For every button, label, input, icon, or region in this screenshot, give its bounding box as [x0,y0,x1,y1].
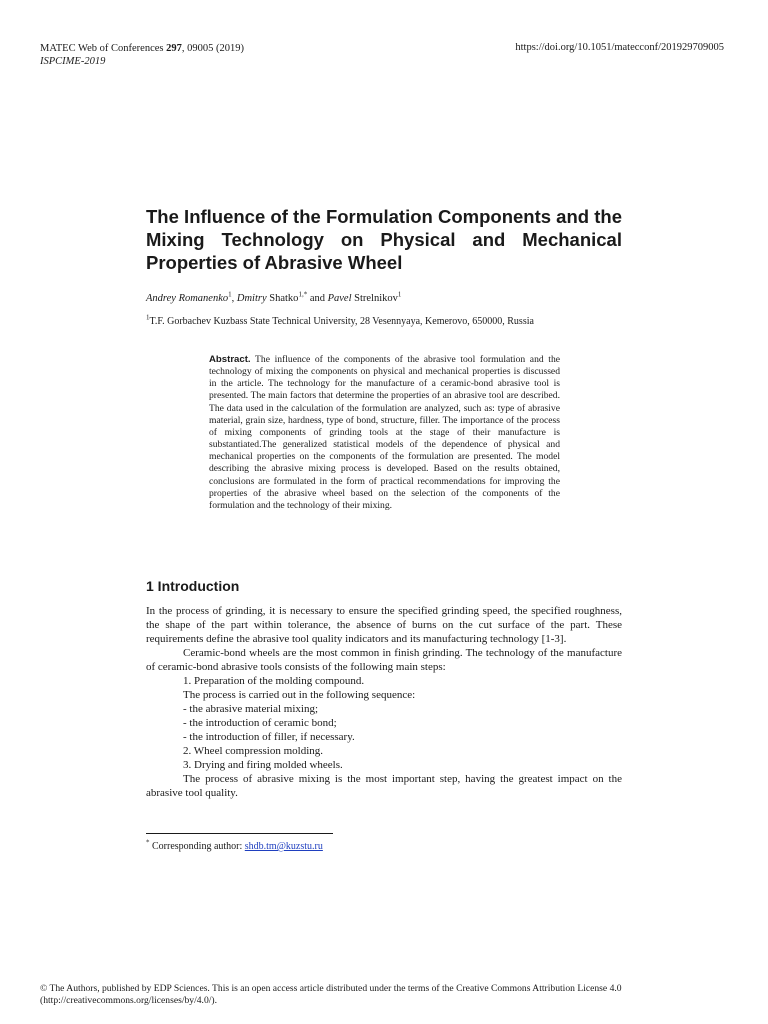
paper-title: The Influence of the Formulation Components and the Mixing Technology on Physical and Mechanical Properties of Abrasive Wheel [146,206,622,273]
email-link[interactable]: shdb.tm@kuzstu.ru [244,841,323,852]
list-item: 1. Preparation of the molding compound. [183,675,365,687]
list-item: 3. Drying and firing molded wheels. [183,759,343,771]
doi-link[interactable]: https://doi.org/10.1051/matecconf/201929709005 [515,42,724,53]
footnote: * Corresponding author: shdb.tm@kuzstu.ru [146,838,323,852]
abstract [209,354,560,512]
list-item: - the introduction of ceramic bond; [183,717,337,729]
affiliation: $^1$T.F. Gorbachev Kuzbass State Technical University, 28 Vesennyaya, Kemerovo, 650000, Russia [146,313,534,327]
running-header [40,42,244,68]
license-notice: © The Authors, published by EDP Sciences. This is an open access article distributed under the terms of the Creative Commons Attribution License 4.0 (http://creativecommons.org/licenses/by/4.0/). [40,983,622,1006]
abstract-text: The influence of the components of the abrasive tool formulation and the technology of mixing the components on physical and mechanical properties is discussed in the article. The technology for the manufacture of a ceramic-bond abrasive tool is presented. The main factors that determine the properties of an abrasive tool are described. The data used in the calculation of the formulation are analyzed, such as: type of abrasive material, grain size, hardness, type of bond, structure, filler. The importance of the process of mixing components of grinding tools at the stage of their manufacture is substantiated.The generalized statistical models of the dependence of physical and mechanical properties on the components of the formulation are presented. The model describing the abrasive mixing process is developed. Based on the results obtained, conclusions are formulated in the form of practical recommendations for improving the properties of the abrasive wheel based on the selection of the components of the formulation and the technology of their mixing. [209,354,560,511]
footnote-divider [146,833,333,834]
section-heading: 1 Introduction [146,578,240,594]
author-1: Andrey Romanenko$^1$ [146,290,232,304]
author-2: Dmitry Shatko$^{1,*}$ [236,290,308,304]
author-3: Pavel Strelnikov$^1$ [327,290,402,304]
conference-name: ISPCIME-2019 [40,56,106,67]
list-item: 2. Wheel compression molding. [183,745,324,757]
paragraph: In the process of grinding, it is necessary to ensure the specified grinding speed, the specified roughness, the shape of the part within tolerance, the absence of burns on the cut surface of the part. These requirements define the abrasive tool quality indicators and its manufacturing technology [1-3]. [146,605,622,645]
paragraph: Ceramic-bond wheels are the most common in finish grinding. The technology of the manufacture of ceramic-bond abrasive tools consists of the following main steps: [146,647,622,673]
volume-number: 297 [166,43,182,54]
paragraph: The process of abrasive mixing is the most important step, having the greatest impact on the abrasive tool quality. [146,773,622,799]
list-item: - the introduction of filler, if necessary. [183,731,355,743]
author-list: Andrey Romanenko$^1$, Dmitry Shatko$^{1,*}$ and Pavel Strelnikov$^1$ [146,290,402,304]
section-body [146,604,622,800]
list-item: - the abrasive material mixing; [183,703,319,715]
abstract-label: Abstract. [209,354,251,365]
list-item: The process is carried out in the following sequence: [183,689,416,701]
journal-citation: MATEC Web of Conferences 297, 09005 (2019) [40,43,244,54]
